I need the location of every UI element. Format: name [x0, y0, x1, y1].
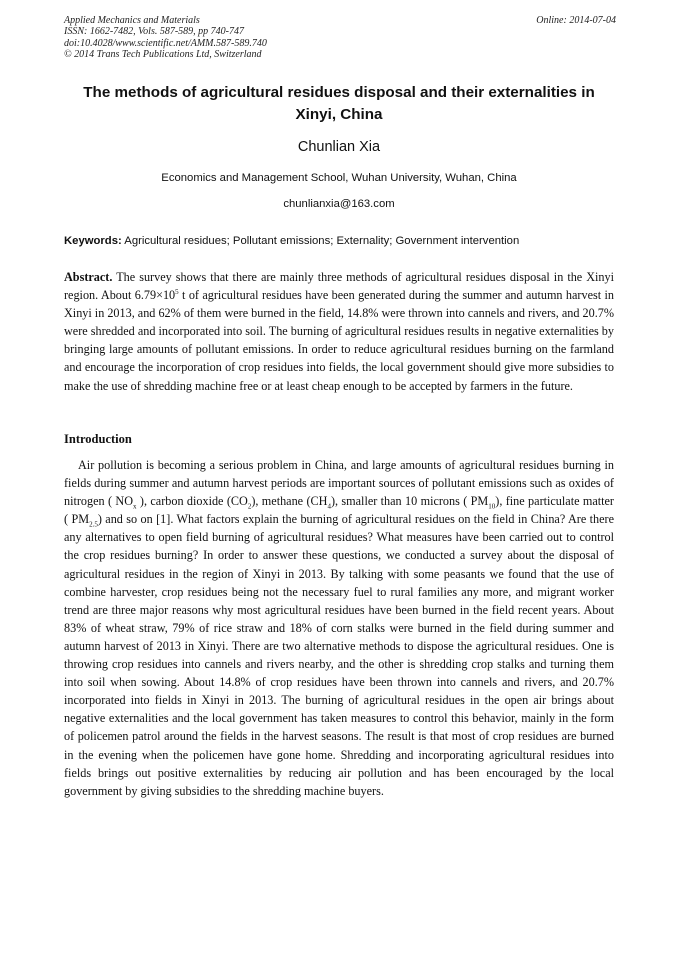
abstract-text-part-2: t of agricultural residues have been generated during the summer and autumn harvest in Xinyi in 2013, and 62% of them were burned in the field, 14.8% were thrown into cannels and rivers, and 20.7% were shredded and incorporated into soil. The burning of agricultural residues results in negative externalities by bringing large amounts of pollutant emissions. In order to reduce agricultural residues burning on the farmland and encourage the incorporation of crop residues into fields, the local government should give more subsidies to make the use of shredding machine free or at least cheap enough to be accepted by farmers in the future.: [64, 288, 614, 393]
intro-text-f: ) and so on [1]. What factors explain the burning of agricultural residues on the field in China? Are there any alternatives to open field burning of agricultural residues? What measures have been carried out to control the crop residues burning? In order to answer these questions, we conducted a survey about the disposal of agricultural residues in the region of Xinyi in 2013. By talking with some peasants we found that the use of combine harvester, crop residues being not the necessary fuel to rural families any more, and migrant worker trend are three major reasons why most agricultural residues have been burned in the field recent years. About 83% of wheat straw, 79% of rice straw and 18% of corn stalks were burned in the field during summer and autumn harvest of 2013 in Xinyi. There are two alternative methods to dispose the agricultural residues. One is throwing crop residues into cannels and rivers nearby, and the other is shredding crop stalks and turning them into soil when sowing. About 14.8% of crop residues have been thrown into cannels and rivers, and 20.7% incorporated into fields in Xinyi in 2013. The burning of agricultural residues in the open air brings about negative externalities and the local government has taken measures to control this behavior, mainly in the form of policemen patrol around the fields in the harvest seasons. The result is that most of crop residues are burned in the evening when the policemen have gone home. Shredding and incorporating agricultural residues into fields brings out positive externalities by reducing air pollution and has been encouraged by the local government by giving subsidies to the shredding machine buyers.: [64, 512, 614, 798]
intro-text-d: ), smaller than 10 microns ( PM: [330, 494, 489, 509]
online-date: Online: 2014-07-04: [536, 15, 616, 26]
intro-text-c: ), methane (CH: [251, 494, 328, 509]
issn-line: ISSN: 1662-7482, Vols. 587-589, pp 740-747: [64, 26, 244, 38]
abstract-label: Abstract.: [64, 270, 113, 284]
keywords-text: Agricultural residues; Pollutant emissions; Externality; Government intervention: [124, 235, 520, 247]
author-name: Chunlian Xia: [297, 139, 381, 155]
author-email[interactable]: chunlianxia@163.com: [283, 198, 395, 210]
pm10-subscript: 10: [488, 502, 496, 511]
pm25-subscript: 2.5: [89, 520, 98, 529]
keywords-line: [64, 235, 616, 247]
doi-line[interactable]: doi:10.4028/www.scientific.net/AMM.587-589.740: [64, 37, 267, 49]
introduction-paragraph: [64, 456, 614, 800]
paper-title: [60, 82, 618, 126]
intro-text-b: ), carbon dioxide (CO: [136, 494, 248, 509]
intro-text-a: Air pollution is becoming a serious problem in China, and large amounts of agricultural residues burning in fields during summer and autumn harvest periods are important sources of pollutant emissions such as oxides of nitrogen ( NO: [64, 458, 614, 509]
introduction-body: [64, 456, 614, 800]
ch4-subscript: 4: [327, 502, 331, 511]
paper-title-line-2: Xinyi, China: [295, 106, 383, 123]
journal-header: [64, 15, 616, 60]
paper-title-line-1: The methods of agricultural residues disposal and their externalities in: [83, 84, 595, 101]
abstract-paragraph: [64, 268, 614, 395]
keywords-label: Keywords:: [64, 235, 122, 247]
author-affiliation: Economics and Management School, Wuhan University, Wuhan, China: [161, 172, 517, 184]
abstract-text-part-1: The survey shows that there are mainly three methods of agricultural residues disposal in the Xinyi region. About 6.79×10: [64, 270, 615, 303]
intro-text-e: ), fine particulate matter ( PM: [64, 494, 614, 527]
abstract-exponent: 5: [175, 288, 179, 297]
journal-name: Applied Mechanics and Materials: [64, 15, 200, 26]
copyright-line: © 2014 Trans Tech Publications Ltd, Switzerland: [64, 48, 262, 60]
co2-subscript: 2: [247, 502, 252, 511]
section-heading-introduction: Introduction: [64, 432, 132, 446]
nox-subscript: x: [133, 502, 137, 511]
